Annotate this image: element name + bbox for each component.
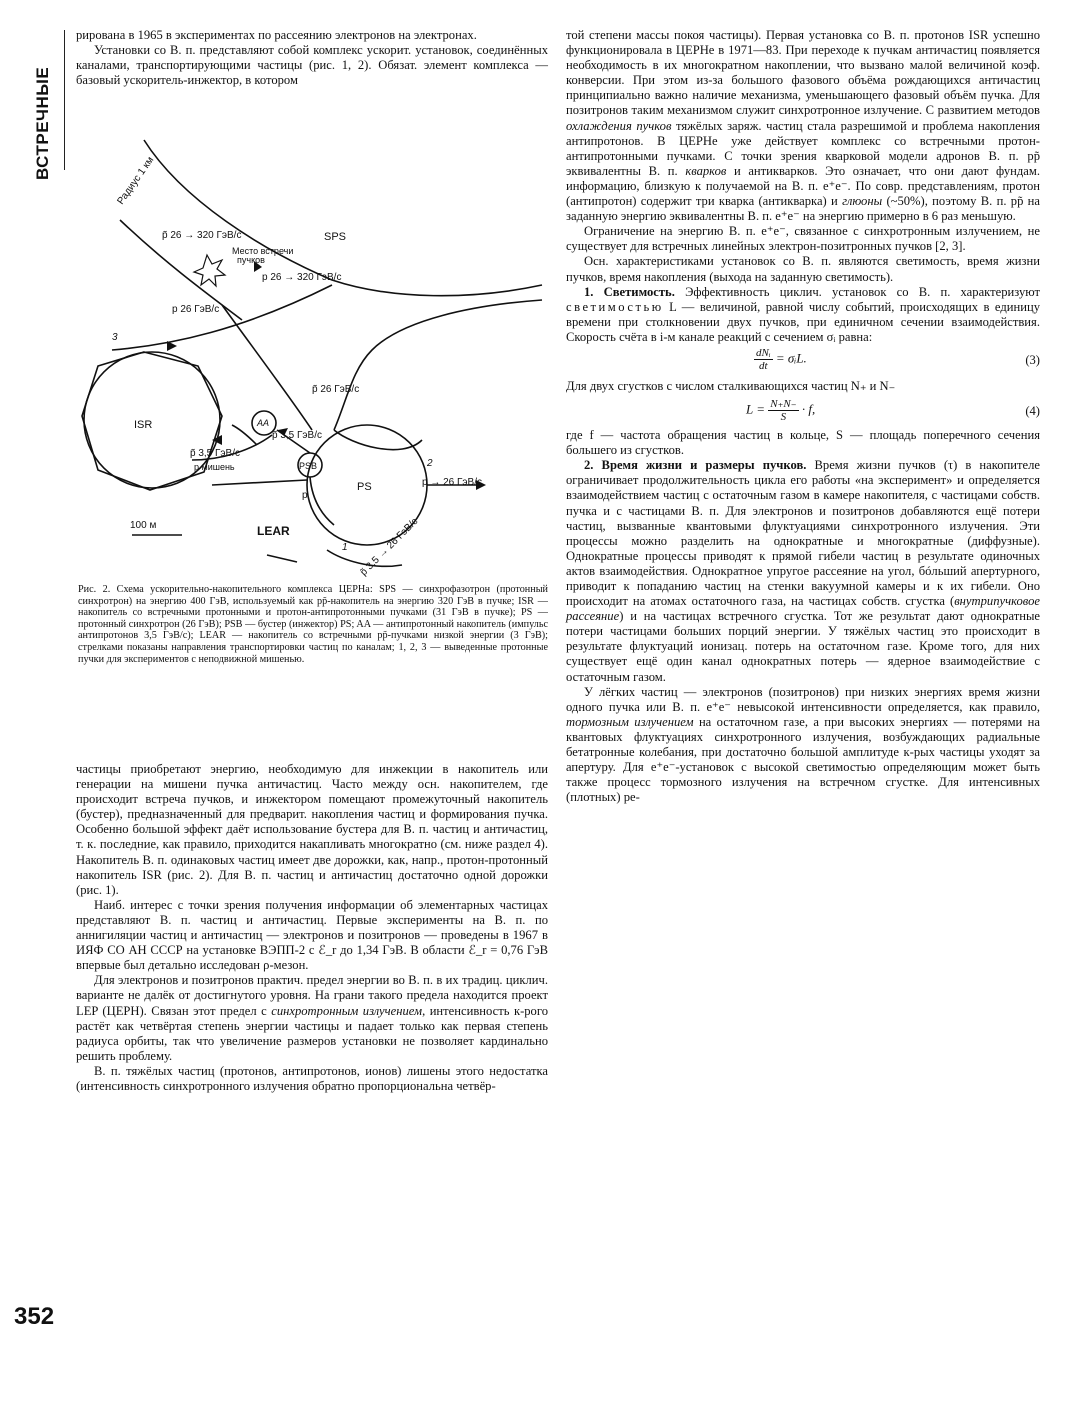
beam-1-label: 1 <box>342 542 348 553</box>
paragraph: 2. Время жизни и размеры пучков. Время жизни пучков (τ) в накопителе ограничивает продолжительность цикла его работы «на эксперимент» и определяется взаимодействием частиц с остаточным газом в камере накопителя, с частицами собств. пучка и с частицами В. п. Для электронов и позитронов добавляются ещё потери частиц, вызванные квантовыми флуктуациями синхротронного излучения. Эти процессы можно разделить на однократные и многократные (диффузные). Однократные процессы приводят к прямой гибели частиц в результате одиночных актов взаимодействия. Однократное упругое рассеяние на угол, бóльший апертурного, приводит к попаданию частиц на стенки вакуумной камеры и к их гибели. Оно происходит на атомах остаточного газа, на частицах собств. сгустка (внутрипучковое рассеяние) и на частицах встречного сгустка. Тот же результат дают однократные потери частицами больших порций энергии. У тяжёлых частиц это происходит в результате флуктуаций ионизац. потерь на остаточном газе. Кроме того, для них существует ещё один канал однократных потерь — ядерное взаимодействие с остаточным газом. <box>566 458 1040 684</box>
paragraph: той степени массы покоя частицы). Первая установка со В. п. протонов ISR успешно функционировала в ЦЕРНе в 1971—83. При переходе к пучкам античастиц появляется необходимость в их многократном накоплении, что вызвано малой величиной коэф. конверсии. При этом из-за большого фазового объёма рождающихся античастиц принципиально важно наличие механизма, уменьшающего фазовый объём пучка. Для позитронов таким механизмом служит синхротронное излучение. С развитием методов охлаждения пучков тяжёлых заряж. частиц стала разрешимой и проблема накопления антипротонов. В ЦЕРНе уже действует комплекс со встречными протон-антипротонными пучками. С точки зрения кварковой модели адронов В. п. pp̃ эквивалентны В. п. кварков и антикварков. Это означает, что они дают фундам. информацию, близкую к получаемой на В. п. e⁺e⁻. По совр. представлениям, протон (антипротон) содержит три кварка (антикварка) и глюоны (~50%), поэтому В. п. pp̃ на заданную энергию эквивалентны В. п. e⁺e⁻ на энергию примерно в 6 раз меньшую. <box>566 28 1041 224</box>
term-link[interactable]: тормозным излучением <box>566 714 694 729</box>
p-small-label: p <box>302 490 308 501</box>
equation-4: L = $\frac{N_+N_-}{S}$ · f, (4) <box>746 398 1040 424</box>
paragraph: где f — частота обращения частиц в кольце, S — площадь поперечного сечения большего из сгустков. <box>566 428 1040 458</box>
section-title: ВСТРЕЧНЫЕ <box>33 66 52 180</box>
term-link[interactable]: внутрипучковое рассеяние <box>566 594 1040 624</box>
aa-label: AA <box>257 418 270 428</box>
target-label: p мишень <box>194 462 235 472</box>
paragraph: Осн. характеристиками установок со В. п. являются светимость, время жизни пучков, время накопления (выхода на заданную светимость). <box>566 254 1040 284</box>
section-heading: 1. Светимость. <box>584 284 675 299</box>
section-heading: 2. Время жизни и размеры пучков. <box>584 458 807 473</box>
paragraph: В. п. тяжёлых частиц (протонов, антипротонов, ионов) лишены этого недостатка (интенсивность синхротронного излучения обратно пропорциональна четвёр- <box>76 1063 548 1093</box>
page-number: 352 <box>14 1303 55 1330</box>
paragraph: Для двух сгустков с числом сталкивающихся частиц N₊ и N₋ <box>566 378 896 393</box>
psb-label: PSB <box>299 461 318 471</box>
section-header <box>18 30 52 180</box>
term-link[interactable]: кварков <box>685 163 727 178</box>
sps-label: SPS <box>324 231 347 243</box>
p-label: p 26 → 320 ГэВ/с <box>262 272 342 283</box>
section-divider <box>64 30 65 170</box>
paragraph: Наиб. интерес с точки зрения получения информации об элементарных частицах представляют В. п. частиц и античастиц. Первые эксперименты на В. п. по аннигиляции частиц и античастиц — электронов и позитронов — проведены в 1967 в ИЯФ СО АН СССР на установке ВЭПП-2 с ℰ_r до 1,34 ГэВ. В области ℰ_r = 0,76 ГэВ впервые был детально исследован ρ-мезон. <box>76 897 548 973</box>
right-column <box>566 28 1040 805</box>
meeting-label-2: пучков <box>237 255 265 265</box>
p-right-label: p → 26 ГэВ/с <box>422 477 482 488</box>
paragraph: Для электронов и позитронов практич. предел энергии во В. п. в их традиц. циклич. варианте не далёк от достигнутого уровня. На грани такого предела находится проект LEP (ЦЕРН). Связан этот предел с синхротронным излучением, интенсивность к-рого растёт как четвёртая степень энергии частицы и падает только как первая степень радиуса орбиты, так что увеличение размеров установки не позволяет кардинально решить проблему. <box>76 973 549 1063</box>
term-link[interactable]: охлаждения пучков <box>566 118 672 133</box>
beam-2-label: 2 <box>427 458 433 469</box>
pbar35-label-2: p̃ 3,5 ГэВ/с <box>190 448 240 459</box>
pbar-bottom-label: p̃ 3,5 → 26 ГэВ/с <box>358 516 421 579</box>
collision-star-icon <box>194 255 225 286</box>
left-column-bottom <box>76 762 548 1094</box>
paragraph: Установки со В. п. представляют собой комплекс ускорит. установок, соединённых каналами, транспортирующими частицы (рис. 1, 2). Обязат. элемент комплекса — базовый ускоритель-инжектор, в котором <box>76 43 548 88</box>
beam-3-label: 3 <box>112 332 118 343</box>
equation-3: $\frac{\text{dNᵢ}}{dt}$ = σᵢL. (3) <box>756 346 1040 372</box>
paragraph: 1. Светимость. Эффективность циклич. установок со В. п. характеризуют светимостью L — величиной, равной числу событий, происходящих в единицу времени при столкновении двух пучков, при единичном сечении взаимодействия. Скорость счёта в i-м канале реакций с сечением σᵢ равна: <box>566 284 1040 344</box>
pbar35-label: p̃ 3,5 ГэВ/с <box>272 430 322 441</box>
cern-complex-diagram <box>72 130 552 580</box>
paragraph: У лёгких частиц — электронов (позитронов) при низких энергиях время жизни одного пучка или В. п. e⁺e⁻ невысокой интенсивности определяется, как правило, тормозным излучением на остаточном газе, а при высоких энергиях — потерями на квантовых флуктуациях синхротронного излучения, возбуждающих радиальные бетатронные колебания, при достаточно большой амплитуде к-рых частицы уходят за апертуру. Для e⁺e⁻-установок с высокой светимостью определяющим может быть также процесс тормозного излучения на встречном сгустке. Для интенсивных (плотных) ре- <box>566 684 1040 805</box>
lear-label: LEAR <box>257 524 290 538</box>
term-link[interactable]: глюоны <box>842 194 883 209</box>
term-link[interactable]: синхротронным излучением <box>271 1003 423 1018</box>
left-column-top <box>76 28 548 88</box>
paragraph: рирована в 1965 в экспериментах по рассеянию электронов на электронах. <box>76 28 477 42</box>
paragraph: частицы приобретают энергию, необходимую для инжекции в накопитель или генерации на мишени пучка античастиц. Часто между осн. накопителем, где происходит встреча пучков, и инжектором помещают промежуточный накопитель (бустер), предназначенный для предварит. накопления частиц и формирования пучка. Особенно большой эффект даёт использование бустера для В. п. частиц и античастиц, т. к. последние, как правило, приходится накапливать многократно (см. ниже раздел 4). Накопитель В. п. одинаковых частиц имеет две дорожки, как, напр., протон-протонный накопитель ISR (рис. 2). Для В. п. частиц и античастиц достаточно одной дорожки (рис. 1). <box>76 762 548 897</box>
ps-label: PS <box>357 481 372 493</box>
paragraph: Ограничение на энергию В. п. e⁺e⁻, связанное с синхротронным излучением, не существует для встречных линейных электрон-позитронных пучков [2, 3]. <box>566 224 1040 254</box>
scale-label: 100 м <box>130 520 157 531</box>
radius-label: Радиус 1 км <box>115 154 157 207</box>
sps-ring-arc <box>144 140 542 296</box>
figure-caption: Рис. 2. Схема ускорительно-накопительного комплекса ЦЕРНа: SPS — синхрофазотрон (протонный синхротрон) на энергию 400 ГэВ, используемый как pp̃-накопитель на энергию 320 ГэВ в пучке; ISR — накопитель со встречными протонными и протон-антипротонными пучками (31 ГэВ в пучке); PS — протонный синхротрон (26 ГэВ); PSB — бустер (инжектор) PS; AA — антипротонный накопитель (импульс антипротонов 3,5 ГэВ/с); LEAR — накопитель со встречными pp̃-пучками низкой энергии (3 ГэВ); стрелками показаны направления транспортировки частиц по каналам; 1, 2, 3 — выведенные протонные пучки для экспериментов с неподвижной мишенью. <box>78 584 548 665</box>
p26-label: p 26 ГэВ/с <box>172 304 220 315</box>
pbar-label: p̃ 26 → 320 ГэВ/с <box>162 230 242 241</box>
isr-label: ISR <box>134 419 153 431</box>
pbar26-label: p̃ 26 ГэВ/с <box>312 384 360 395</box>
meeting-label: Место встречи <box>232 246 294 256</box>
